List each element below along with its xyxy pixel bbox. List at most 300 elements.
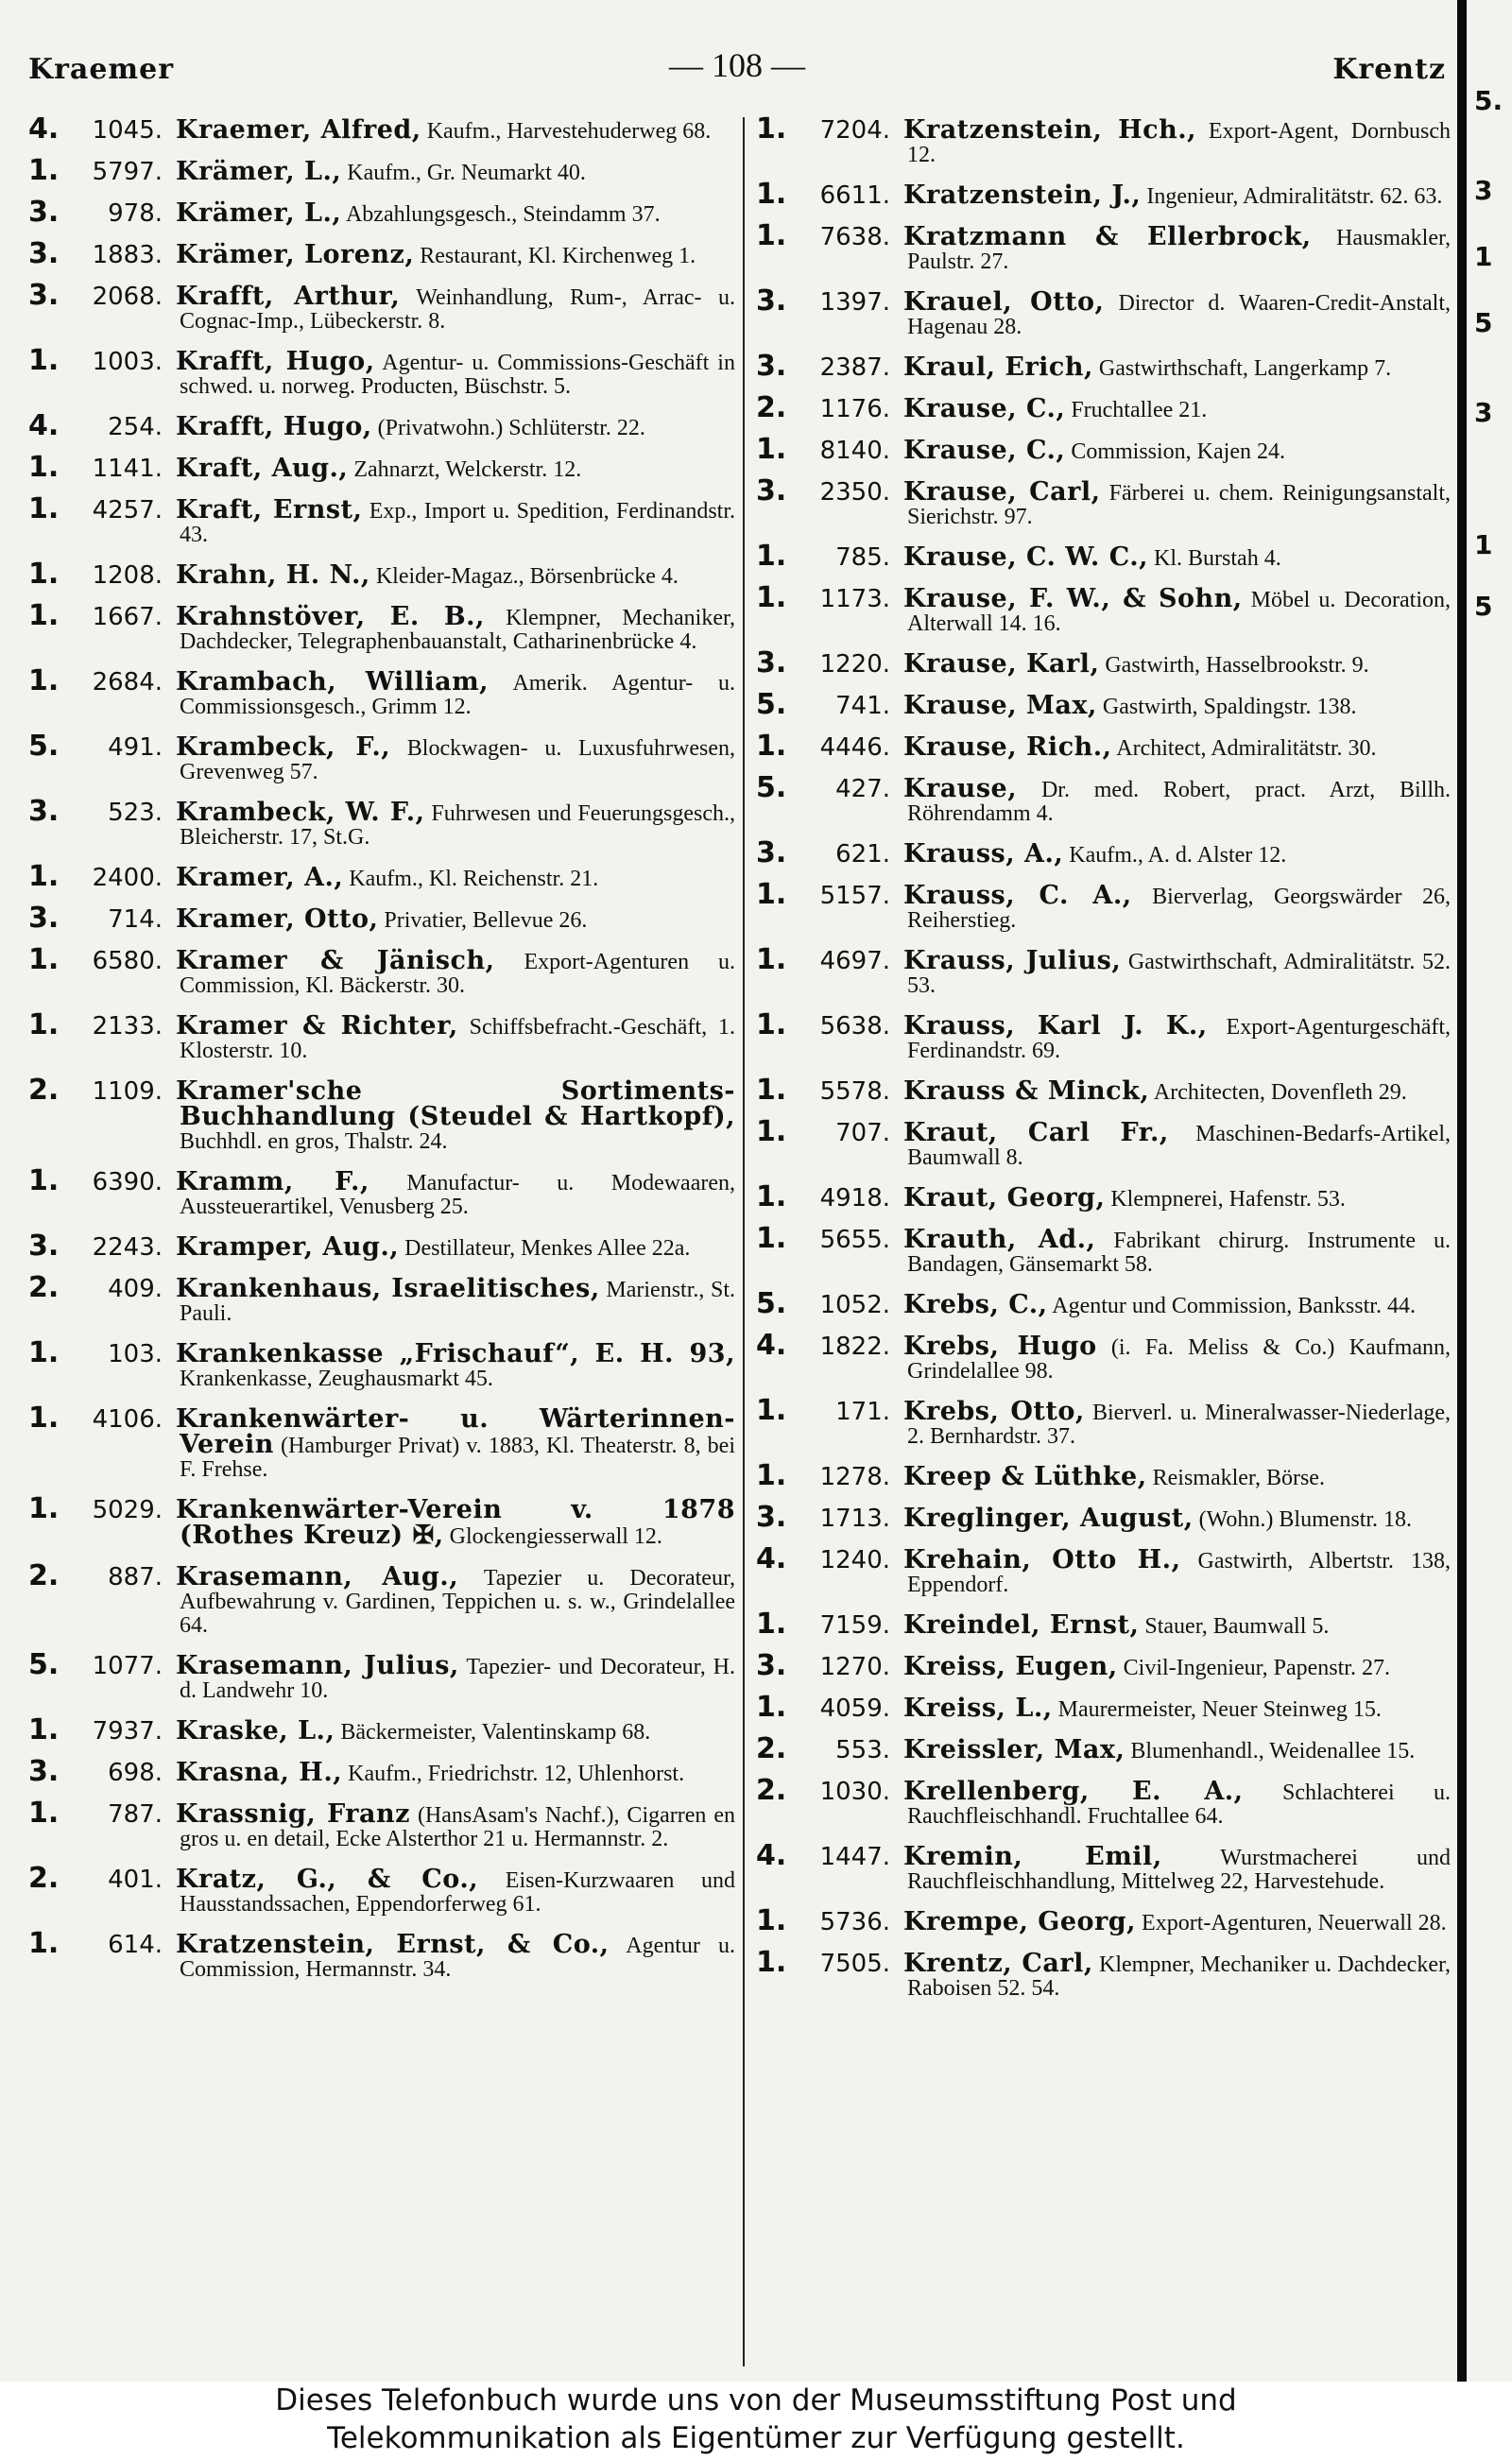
subscriber-name: Krebs, C., — [903, 1290, 1048, 1319]
subscriber-details: Abzahlungsgesch., Steindamm 37. — [345, 202, 661, 227]
directory-entry — [756, 1839, 1451, 1894]
subscriber-name: Kreissler, Max, — [903, 1735, 1125, 1764]
exchange-code: 1. — [756, 540, 787, 573]
subscriber-details: Gastwirthschaft, Langerkamp 7. — [1098, 356, 1392, 381]
phone-number: 5578. — [819, 1077, 890, 1106]
exchange-code: 1. — [28, 1164, 60, 1197]
directory-entry — [756, 433, 1451, 466]
subscriber-name: Krebs, Otto, — [903, 1397, 1085, 1426]
phone-number: 6611. — [819, 181, 890, 210]
exchange-code: 1. — [756, 1180, 787, 1213]
subscriber-details: Klempner, Mechaniker, Dachdecker, Telegraphenbauanstalt, Catharinenbrücke 4. — [180, 606, 736, 654]
subscriber-details: Ingenieur, Admiralitätstr. 62. 63. — [1146, 184, 1443, 209]
subscriber-details: Eisen-Kurzwaaren und Hausstandssachen, Eppendorferweg 61. — [180, 1868, 736, 1917]
phone-number: 4059. — [819, 1694, 890, 1723]
phone-number: 427. — [835, 775, 890, 803]
subscriber-name: Kratzenstein, Ernst, & Co., — [176, 1930, 610, 1959]
subscriber-details: Agentur und Commission, Banksstr. 44. — [1052, 1294, 1416, 1318]
exchange-code: 5. — [756, 1287, 787, 1320]
subscriber-details: Dr. med. Robert, pract. Arzt, Billh. Röhrendamm 4. — [907, 778, 1452, 826]
directory-entry — [756, 1287, 1451, 1320]
directory-entry — [756, 1691, 1451, 1724]
subscriber-name: Krauss, A., — [903, 839, 1064, 869]
exchange-code: 3. — [28, 237, 60, 270]
phone-number: 7937. — [92, 1717, 163, 1746]
subscriber-name: Kreglinger, August, — [903, 1504, 1194, 1533]
subscriber-name: Kramer, A., — [176, 863, 344, 892]
directory-entry — [28, 795, 735, 850]
directory-entry — [28, 196, 735, 229]
subscriber-name: Kratzenstein, J., — [903, 181, 1142, 210]
subscriber-details: Klempner, Mechaniker u. Dachdecker, Raboisen 52. 54. — [907, 1953, 1451, 2001]
edge-fragment: 3 — [1474, 397, 1493, 428]
phone-number: 1240. — [819, 1546, 890, 1574]
edge-fragment: 1 — [1474, 529, 1493, 560]
phone-number: 2350. — [819, 478, 890, 507]
exchange-code: 5. — [28, 730, 60, 763]
exchange-code: 1. — [28, 154, 60, 187]
subscriber-details: Möbel u. Decoration, Alterwall 14. 16. — [907, 588, 1452, 636]
subscriber-details: (i. Fa. Meliss & Co.) Kaufmann, Grindelallee 98. — [907, 1335, 1451, 1384]
directory-entry — [756, 540, 1451, 573]
exchange-code: 1. — [756, 1904, 787, 1937]
directory-entry — [28, 409, 735, 442]
directory-entry — [756, 474, 1451, 529]
subscriber-details: Kleider-Magaz., Börsenbrücke 4. — [375, 564, 679, 589]
subscriber-details: Kl. Burstah 4. — [1154, 546, 1281, 571]
exchange-code: 4. — [28, 409, 60, 442]
directory-entry — [28, 1797, 735, 1851]
subscriber-name: Kratzmann & Ellerbrock, — [903, 222, 1312, 251]
subscriber-name: Kraft, Aug., — [176, 454, 349, 483]
subscriber-name: Kramm, F., — [176, 1167, 369, 1196]
subscriber-details: Schiffsbefracht.-Geschäft, 1. Klosterstr. 10. — [180, 1015, 735, 1063]
subscriber-name: Krauss, C. A., — [903, 881, 1132, 910]
page-number: — 108 — — [669, 46, 805, 84]
subscriber-details: Schlachterei u. Rauchfleischhandl. Fruchtallee 64. — [907, 1780, 1452, 1829]
exchange-code: 1. — [28, 344, 60, 377]
edge-fragment: 1 — [1474, 241, 1493, 272]
exchange-code: 1. — [28, 599, 60, 632]
directory-entry — [756, 1904, 1451, 1937]
directory-entry — [28, 558, 735, 591]
footer-line-2: Telekommunikation als Eigentümer zur Verfügung gestellt. — [327, 2421, 1185, 2455]
phone-number: 553. — [835, 1736, 890, 1764]
subscriber-details: Export-Agent, Dornbusch 12. — [907, 119, 1452, 167]
directory-entry — [756, 771, 1452, 826]
column-divider — [743, 117, 745, 2366]
subscriber-name: Krasemann, Aug., — [176, 1562, 459, 1591]
directory-entry — [28, 1008, 735, 1063]
phone-number: 621. — [835, 840, 890, 869]
subscriber-name: Kramer & Jänisch, — [176, 946, 495, 975]
exchange-code: 1. — [28, 664, 60, 697]
exchange-code: 1. — [756, 730, 787, 763]
exchange-code: 1. — [28, 1008, 60, 1041]
phone-number: 1270. — [819, 1653, 890, 1681]
subscriber-details: Agentur- u. Commissions-Geschäft in schwed. u. norweg. Producten, Büschstr. 5. — [180, 351, 735, 399]
phone-number: 1822. — [819, 1333, 890, 1361]
subscriber-name: Krankenwärter- u. Wärterinnen-Verein — [176, 1404, 735, 1459]
exchange-code: 3. — [28, 795, 60, 828]
subscriber-name: Krause, C., — [903, 394, 1066, 423]
subscriber-details: Kaufm., A. d. Alster 12. — [1069, 843, 1287, 868]
exchange-code: 1. — [756, 1074, 787, 1107]
exchange-code: 1. — [28, 1336, 60, 1369]
directory-entry — [756, 1946, 1451, 2001]
exchange-code: 1. — [756, 581, 787, 614]
directory-entry — [756, 1608, 1451, 1641]
directory-entry — [28, 730, 735, 784]
subscriber-details: Agentur u. Commission, Hermannstr. 34. — [180, 1934, 735, 1982]
exchange-code: 1. — [756, 1946, 787, 1979]
subscriber-details: Blockwagen- u. Luxusfuhrwesen, Grevenweg 57. — [180, 736, 735, 784]
subscriber-details: Zahnarzt, Welckerstr. 12. — [353, 457, 582, 482]
subscriber-details: (Hamburger Privat) v. 1883, Kl. Theaterstr. 8, bei F. Frehse. — [180, 1434, 735, 1482]
directory-entry — [756, 1115, 1451, 1170]
subscriber-details: Marienstr., St. Pauli. — [180, 1278, 736, 1326]
subscriber-name: Krafft, Hugo, — [176, 347, 375, 376]
directory-entry — [756, 878, 1451, 933]
directory-entry — [28, 1271, 736, 1326]
directory-entry — [756, 836, 1451, 869]
subscriber-details: Export-Agenturen u. Commission, Kl. Bäckerstr. 30. — [180, 950, 736, 998]
subscriber-name: Krankenhaus, Israelitisches, — [176, 1274, 600, 1303]
directory-entry — [756, 1649, 1451, 1682]
phone-number: 1173. — [819, 585, 890, 613]
subscriber-name: Krause, Carl, — [903, 477, 1101, 507]
subscriber-name: Krankenkasse „Frischauf“, E. H. 93, — [176, 1339, 735, 1368]
subscriber-name: Kratzenstein, Hch., — [903, 115, 1197, 145]
phone-number: 5638. — [819, 1012, 890, 1041]
exchange-code: 1. — [28, 1492, 60, 1525]
exchange-code: 2. — [28, 1862, 60, 1895]
phone-number: 4697. — [819, 947, 890, 975]
subscriber-name: Krebs, Hugo — [903, 1332, 1097, 1361]
phone-number: 2387. — [819, 353, 890, 382]
phone-number: 741. — [835, 692, 890, 720]
directory-entry — [28, 237, 735, 270]
subscriber-name: Krämer, L., — [176, 157, 342, 186]
directory-entry — [28, 1755, 735, 1788]
phone-number: 409. — [108, 1275, 163, 1303]
directory-entry — [756, 646, 1451, 680]
directory-entry — [756, 1501, 1451, 1534]
directory-entry — [28, 1230, 735, 1263]
exchange-code: 3. — [28, 196, 60, 229]
exchange-code: 1. — [28, 943, 60, 976]
subscriber-details: Hausmakler, Paulstr. 27. — [907, 226, 1451, 274]
directory-entry — [756, 1222, 1451, 1277]
subscriber-name: Krämer, Lorenz, — [176, 240, 415, 269]
subscriber-details: Maurermeister, Neuer Steinweg 15. — [1057, 1697, 1382, 1722]
phone-number: 2133. — [92, 1012, 163, 1041]
directory-entry — [756, 1459, 1451, 1492]
directory-entry — [756, 1329, 1451, 1384]
subscriber-name: Krentz, Carl, — [903, 1949, 1093, 1978]
subscriber-name: Krause, — [903, 774, 1018, 803]
exchange-code: 1. — [28, 1797, 60, 1830]
subscriber-details: Restaurant, Kl. Kirchenweg 1. — [420, 244, 696, 268]
subscriber-details: Weinhandlung, Rum-, Arrac- u. Cognac-Imp., Lübeckerstr. 8. — [180, 285, 736, 334]
right-column — [756, 112, 1452, 2366]
adjacent-page-edge — [1455, 0, 1512, 2382]
exchange-code: 5. — [756, 771, 787, 804]
subscriber-details: Civil-Ingenieur, Papenstr. 27. — [1123, 1656, 1390, 1680]
exchange-code: 3. — [756, 1501, 787, 1534]
phone-number: 1077. — [92, 1652, 163, 1680]
subscriber-details: Fabrikant chirurg. Instrumente u. Bandagen, Gänsemarkt 58. — [907, 1229, 1451, 1277]
subscriber-name: Kraul, Erich, — [903, 353, 1093, 382]
directory-entry — [28, 1713, 735, 1746]
subscriber-name: Kreindel, Ernst, — [903, 1610, 1140, 1640]
subscriber-details: Kaufm., Friedrichstr. 12, Uhlenhorst. — [348, 1762, 685, 1786]
exchange-code: 4. — [756, 1839, 787, 1872]
phone-number: 1220. — [819, 650, 890, 679]
directory-entry — [28, 112, 735, 146]
directory-entry — [28, 1492, 735, 1550]
exchange-code: 1. — [756, 1115, 787, 1148]
subscriber-name: Krause, Rich., — [903, 732, 1112, 762]
directory-entry — [28, 1862, 736, 1917]
subscriber-details: Bierverl. u. Mineralwasser-Niederlage, 2. Bernhardstr. 37. — [907, 1401, 1451, 1449]
subscriber-details: Architect, Admiralitätstr. 30. — [1116, 736, 1377, 761]
phone-number: 1003. — [92, 348, 163, 376]
subscriber-name: Krankenwärter-Verein v. 1878 (Rothes Kreuz) ✠, — [176, 1495, 735, 1550]
directory-entry — [756, 581, 1452, 636]
directory-entry — [756, 730, 1451, 763]
edge-fragment: 5 — [1474, 591, 1493, 622]
subscriber-name: Kraut, Georg, — [903, 1183, 1106, 1213]
exchange-code: 4. — [28, 112, 60, 146]
phone-number: 2684. — [92, 668, 163, 697]
exchange-code: 5. — [756, 688, 787, 721]
directory-entry — [28, 451, 735, 484]
phone-number: 614. — [108, 1931, 163, 1959]
subscriber-name: Krellenberg, E. A., — [903, 1777, 1244, 1806]
phone-number: 7159. — [819, 1611, 890, 1640]
directory-entry — [28, 1648, 735, 1703]
subscriber-details: Bierverlag, Georgswärder 26, Reiherstieg. — [907, 885, 1451, 933]
phone-number: 1447. — [819, 1843, 890, 1871]
directory-entry — [28, 943, 736, 998]
phone-number: 7204. — [819, 116, 890, 145]
phone-number: 6580. — [92, 947, 163, 975]
phone-number: 1667. — [92, 603, 163, 631]
subscriber-name: Krauel, Otto, — [903, 287, 1105, 317]
subscriber-details: Gastwirthschaft, Admiralitätstr. 52. 53. — [907, 950, 1451, 998]
phone-number: 103. — [108, 1340, 163, 1368]
exchange-code: 2. — [756, 1732, 787, 1765]
subscriber-details: Exp., Import u. Spedition, Ferdinandstr. 43. — [180, 499, 735, 547]
exchange-code: 1. — [756, 433, 787, 466]
phone-number: 254. — [108, 413, 163, 441]
exchange-code: 1. — [28, 558, 60, 591]
phone-number: 1713. — [819, 1505, 890, 1533]
subscriber-details: Krankenkasse, Zeughausmarkt 45. — [180, 1367, 493, 1391]
phone-number: 1208. — [92, 561, 163, 590]
subscriber-name: Krempe, Georg, — [903, 1907, 1137, 1936]
subscriber-name: Krauss, Karl J. K., — [903, 1011, 1208, 1041]
edge-fragment: 3 — [1474, 175, 1493, 206]
phone-number: 978. — [108, 199, 163, 228]
exchange-code: 3. — [28, 1755, 60, 1788]
subscriber-details: Glockengiesserwall 12. — [449, 1524, 662, 1549]
phone-number: 491. — [108, 733, 163, 762]
subscriber-details: Tapezier- und Decorateur, H. d. Landwehr 10. — [180, 1655, 735, 1703]
exchange-code: 2. — [28, 1559, 60, 1592]
phone-number: 1397. — [819, 288, 890, 317]
subscriber-name: Krambach, William, — [176, 667, 490, 697]
subscriber-name: Kramer, Otto, — [176, 904, 379, 934]
subscriber-details: Amerik. Agentur- u. Commissionsgesch., Grimm 12. — [180, 671, 735, 719]
subscriber-details: Gastwirth, Albertstr. 138, Eppendorf. — [907, 1549, 1451, 1597]
exchange-code: 1. — [28, 1402, 60, 1435]
subscriber-name: Kreiss, L., — [903, 1694, 1053, 1723]
directory-entry — [756, 391, 1451, 424]
subscriber-name: Krahnstöver, E. B., — [176, 602, 485, 631]
directory-entry — [756, 350, 1451, 383]
phone-number: 714. — [108, 905, 163, 934]
directory-entry — [756, 1074, 1451, 1107]
subscriber-details: Export-Agenturgeschäft, Ferdinandstr. 69. — [907, 1015, 1452, 1063]
subscriber-name: Krambeck, F., — [176, 732, 391, 762]
exchange-code: 1. — [28, 1927, 60, 1960]
phone-number: 1052. — [819, 1291, 890, 1319]
subscriber-name: Kremin, Emil, — [903, 1842, 1162, 1871]
phone-number: 523. — [108, 799, 163, 827]
subscriber-details: Klempnerei, Hafenstr. 53. — [1110, 1187, 1346, 1212]
phone-number: 787. — [108, 1800, 163, 1829]
directory-entry — [28, 492, 735, 547]
phone-number: 401. — [108, 1866, 163, 1894]
subscriber-name: Krause, C. W. C., — [903, 542, 1149, 572]
footer-line-1: Dieses Telefonbuch wurde uns von der Museumsstiftung Post und — [275, 2383, 1237, 2417]
subscriber-name: Krahn, H. N., — [176, 560, 370, 590]
subscriber-name: Krauss, Julius, — [903, 946, 1122, 975]
edge-fragment: 5 — [1474, 307, 1493, 338]
exchange-code: 3. — [28, 279, 60, 312]
subscriber-name: Krambeck, W. F., — [176, 798, 425, 827]
subscriber-details: Export-Agenturen, Neuerwall 28. — [1142, 1911, 1447, 1935]
exchange-code: 3. — [756, 350, 787, 383]
page-header — [28, 45, 1446, 93]
exchange-code: 3. — [756, 1649, 787, 1682]
edge-fragment: 5. — [1474, 85, 1503, 116]
subscriber-details: Architecten, Dovenfleth 29. — [1153, 1080, 1407, 1105]
subscriber-name: Krauth, Ad., — [903, 1225, 1096, 1254]
phone-number: 2400. — [92, 864, 163, 892]
phone-number: 1109. — [92, 1077, 163, 1106]
directory-entry — [756, 688, 1451, 721]
subscriber-details: (HansAsam's Nachf.), Cigarren en gros u. en detail, Ecke Alsterthor 21 u. Hermannstr. 2. — [180, 1803, 735, 1851]
directory-entry — [28, 664, 735, 719]
subscriber-details: Färberei u. chem. Reinigungsanstalt, Sierichstr. 97. — [907, 481, 1451, 529]
phone-number: 1030. — [819, 1778, 890, 1806]
directory-entry — [756, 1008, 1452, 1063]
exchange-code: 3. — [756, 836, 787, 869]
directory-entry — [28, 599, 736, 654]
subscriber-details: Gastwirth, Spaldingstr. 138. — [1102, 695, 1357, 719]
directory-entry — [756, 1180, 1451, 1213]
directory-entry — [28, 1164, 735, 1219]
header-first-name: Kraemer — [28, 53, 175, 86]
exchange-code: 1. — [756, 1394, 787, 1427]
exchange-code: 3. — [28, 1230, 60, 1263]
directory-entry — [756, 178, 1451, 211]
directory-entry — [756, 112, 1452, 167]
exchange-code: 1. — [756, 1008, 787, 1041]
exchange-code: 1. — [756, 1608, 787, 1641]
exchange-code: 1. — [756, 1222, 787, 1255]
subscriber-name: Krause, F. W., & Sohn, — [903, 584, 1243, 613]
subscriber-details: (Privatwohn.) Schlüterstr. 22. — [377, 416, 645, 440]
exchange-code: 3. — [756, 284, 787, 318]
subscriber-name: Kreiss, Eugen, — [903, 1652, 1118, 1681]
exchange-code: 1. — [756, 943, 787, 976]
phone-number: 887. — [108, 1563, 163, 1591]
exchange-code: 4. — [756, 1542, 787, 1575]
phone-number: 4446. — [819, 733, 890, 762]
subscriber-name: Kramer'sche Sortiments-Buchhandlung (Steudel & Hartkopf), — [176, 1076, 735, 1131]
subscriber-name: Krause, C., — [903, 436, 1066, 465]
phone-number: 6390. — [92, 1168, 163, 1196]
exchange-code: 1. — [756, 219, 787, 252]
subscriber-name: Krämer, L., — [176, 198, 342, 228]
exchange-code: 1. — [756, 112, 787, 146]
exchange-code: 1. — [28, 492, 60, 525]
exchange-code: 2. — [28, 1074, 60, 1107]
footer-notice — [0, 2382, 1512, 2460]
directory-entry — [28, 279, 736, 334]
left-column — [28, 112, 736, 2366]
phone-number: 707. — [835, 1119, 890, 1147]
phone-number: 7638. — [819, 223, 890, 251]
phone-number: 5029. — [92, 1496, 163, 1524]
phone-number: 1278. — [819, 1463, 890, 1491]
phone-number: 4918. — [819, 1184, 890, 1213]
directory-entry — [28, 902, 735, 935]
header-last-name: Krentz — [1332, 53, 1446, 86]
subscriber-name: Kreep & Lüthke, — [903, 1462, 1147, 1491]
subscriber-details: Manufactur- u. Modewaaren, Aussteuerartikel, Venusberg 25. — [180, 1171, 735, 1219]
subscriber-name: Krafft, Hugo, — [176, 412, 372, 441]
subscriber-details: Commission, Kajen 24. — [1071, 439, 1285, 464]
directory-entry — [756, 284, 1451, 339]
exchange-code: 4. — [756, 1329, 787, 1362]
subscriber-details: Wurstmacherei und Rauchfleischhandlung, Mittelweg 22, Harvestehude. — [907, 1846, 1451, 1894]
phone-number: 5655. — [819, 1226, 890, 1254]
subscriber-name: Krehain, Otto H., — [903, 1545, 1181, 1574]
exchange-code: 1. — [28, 860, 60, 893]
phone-number: 2243. — [92, 1233, 163, 1262]
subscriber-name: Kramper, Aug., — [176, 1232, 400, 1262]
subscriber-name: Kraut, Carl Fr., — [903, 1118, 1169, 1147]
subscriber-name: Krafft, Arthur, — [176, 282, 401, 311]
subscriber-name: Krasna, H., — [176, 1758, 343, 1787]
subscriber-details: Reismakler, Börse. — [1152, 1466, 1325, 1490]
exchange-code: 1. — [28, 451, 60, 484]
subscriber-details: Fuhrwesen und Feuerungsgesch., Bleicherstr. 17, St.G. — [180, 801, 735, 850]
subscriber-name: Krause, Max, — [903, 691, 1097, 720]
subscriber-name: Kraske, L., — [176, 1716, 335, 1746]
phone-number: 698. — [108, 1759, 163, 1787]
subscriber-name: Krassnig, Franz — [176, 1799, 410, 1829]
binding-shadow — [1457, 0, 1467, 2382]
exchange-code: 2. — [756, 391, 787, 424]
phone-number: 5736. — [819, 1908, 890, 1936]
phone-number: 1045. — [92, 116, 163, 145]
